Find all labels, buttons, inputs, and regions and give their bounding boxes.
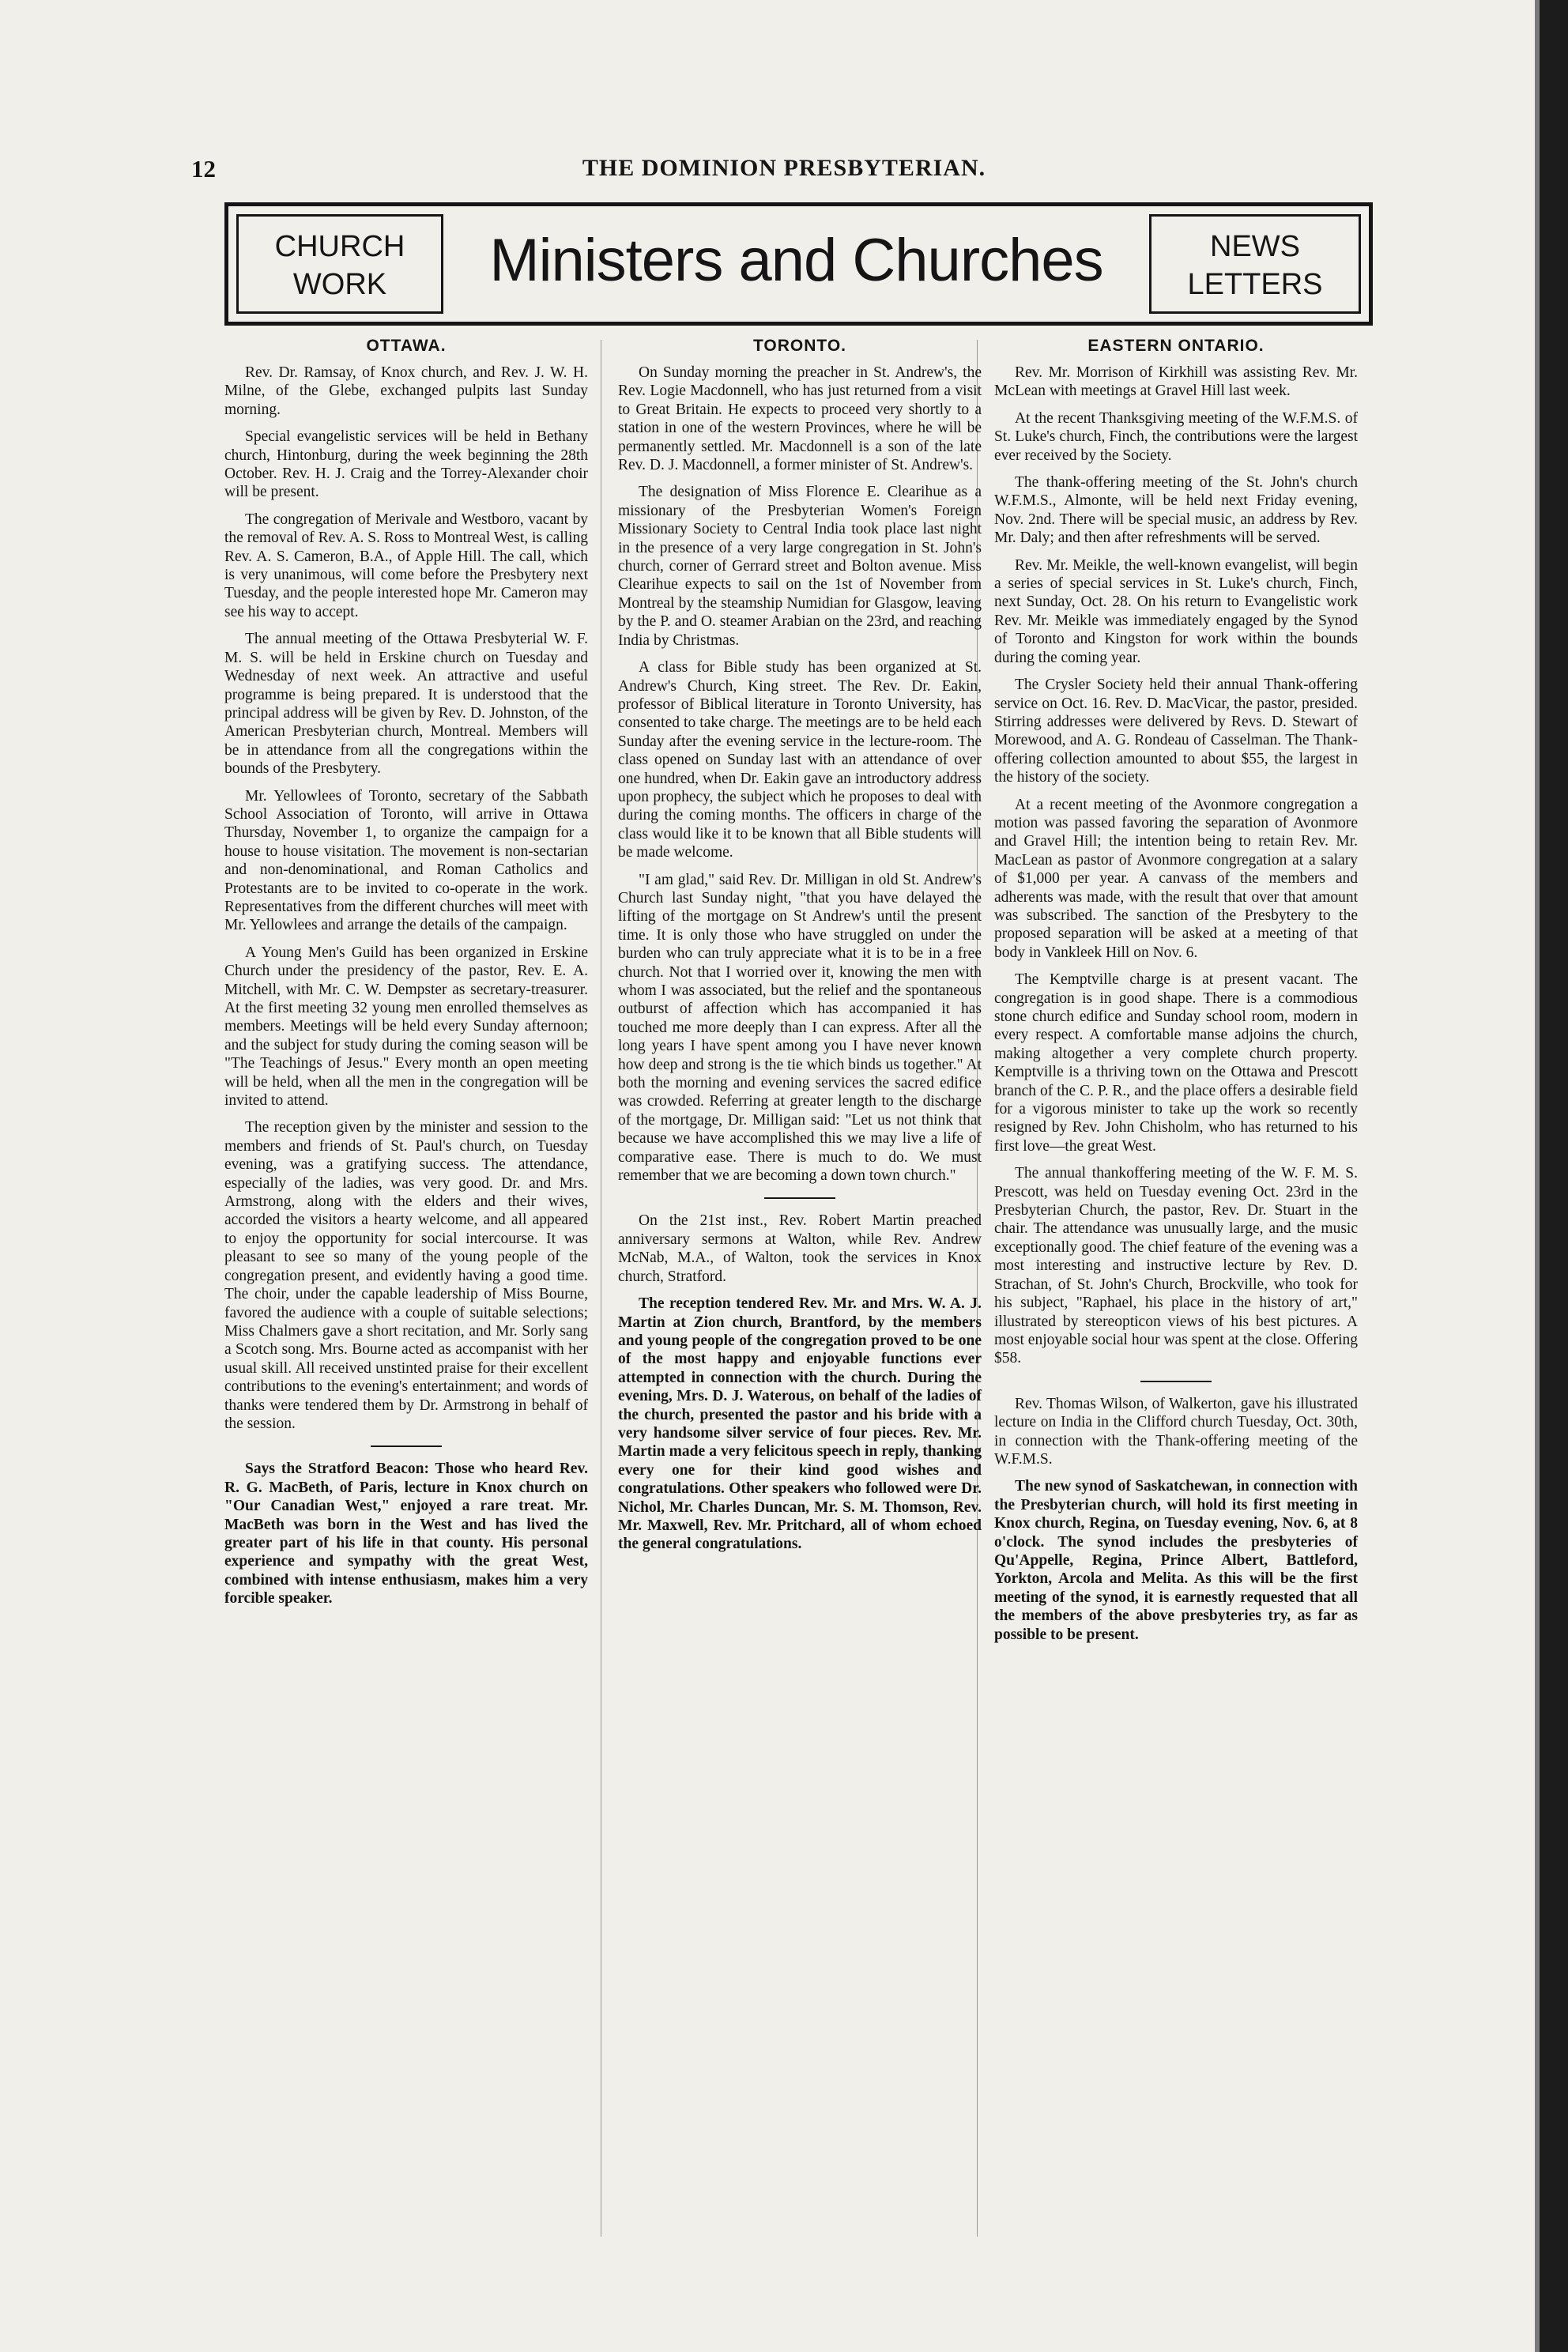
section-rule (371, 1446, 442, 1447)
section-rule (764, 1197, 835, 1199)
column-body (618, 364, 982, 1554)
column-heading: TORONTO. (752, 337, 847, 355)
article-paragraph: The reception tendered Rev. Mr. and Mrs. W. A. J. Martin at Zion church, Brantford, by the members and young people of the congregation proved to be one of the most happy and enjoyable functions ever attempted in connection with the church. During the evening, Mrs. D. J. Waterous, on behalf of the ladies of the church, presented the pastor and his bride with a very handsome silver service of four pieces. Rev. Mr. Martin made a very felicitous speech in reply, thanking every one for their kind good wishes and congratulations. Other speakers who followed were Dr. Nichol, Mr. Charles Duncan, Mr. S. M. Thomson, Rev. Mr. Maxwell, Rev. Mr. Pritchard, all of whom echoed the general congratulations. (618, 1295, 982, 1553)
section-masthead (224, 202, 1373, 326)
article-paragraph: On the 21st inst., Rev. Robert Martin preached anniversary sermons at Walton, while Rev. Andrew McNab, M.A., of Walton, took the services in Knox church, Stratford. (618, 1212, 982, 1285)
column-body (994, 364, 1358, 1644)
article-paragraph: On Sunday morning the preacher in St. Andrew's, the Rev. Logie Macdonnell, who has just returned from a visit to Great Britain. He expects to proceed very shortly to a station in one of the western Provinces, where he will be permanently settled. Mr. Macdonnell is a son of the late Rev. D. J. Macdonnell, a former minister of St. Andrew's. (618, 364, 982, 474)
article-paragraph: The Crysler Society held their annual Thank-offering service on Oct. 16. Rev. D. MacVicar, the pastor, presided. Stirring addresses were delivered by Revs. D. Stewart of Morewood, and A. G. Rondeau of Casselman. The Thank-offering collection amounted to about $55, the largest in the history of the society. (994, 677, 1358, 786)
masthead-right-line1: NEWS (1210, 230, 1300, 263)
column-ottawa (224, 337, 588, 1617)
column-eastern-ontario (994, 337, 1358, 1653)
page-edge-border (1540, 0, 1568, 2352)
article-paragraph: A class for Bible study has been organized at St. Andrew's Church, King street. The Rev. Dr. Eakin, professor of Biblical literature in Toronto University, has consented to take charge. The meetings are to be held each Sunday after the evening service in the lecture-room. The class opened on Sunday last with an attendance of over one hundred, when Dr. Eakin gave an introductory address upon prophecy, the subject which he proposes to deal with during the coming months. The officers in charge of the class would like it to be known that all Bible students will be made welcome. (618, 659, 982, 861)
article-paragraph: Rev. Mr. Morrison of Kirkhill was assisting Rev. Mr. McLean with meetings at Gravel Hill last week. (994, 364, 1358, 400)
masthead-left-box (236, 214, 443, 314)
article-paragraph: The thank-offering meeting of the St. John's church W.F.M.S., Almonte, will be held next Friday evening, Nov. 2nd. There will be special music, an address by Rev. Mr. Daly; and then after refreshments will be served. (994, 474, 1358, 547)
article-paragraph: "I am glad," said Rev. Dr. Milligan in old St. Andrew's Church last Sunday night, "that you have delayed the lifting of the mortgage on St Andrew's until the present time. It is only those who have struggled on under the burden who can truly appreciate what it is to be in a free church. Not that I worried over it, knowing the men with whom I was associated, but the relief and the spontaneous outburst of affection which has accompanied it has touched me more deeply than I can express. After all the long years I have spent among you I have never known how deep and strong is the tie which binds us together." At both the morning and evening services the sacred edifice was crowded. Referring at greater length to the discharge of the mortgage, Dr. Milligan said: "Let us not think that because we have accomplished this we may live a life of comparative ease. There is much to do. We must remember that we are becoming a down town church." (618, 871, 982, 1185)
article-paragraph: At a recent meeting of the Avonmore congregation a motion was passed favoring the separation of Avonmore and Gravel Hill; the intention being to retain Rev. Mr. MacLean as pastor of Avonmore congregation at a salary of $1,000 per year. A canvass of the members and adherents was made, with the result that over that amount was subscribed. The sanction of the Presbytery to the proposed separation will be asked at a meeting of that body in Vankleek Hill on Nov. 6. (994, 796, 1358, 961)
section-rule (1140, 1381, 1212, 1382)
masthead-left-line2: WORK (292, 268, 387, 301)
article-paragraph: The annual thankoffering meeting of the W. F. M. S. Prescott, was held on Tuesday evening Oct. 23rd in the Presbyterian Church, the pastor, Rev. Dr. Stuart in the chair. The attendance was unusually large, and the music exceptionally good. The chief feature of the evening was a most interesting and instructive lecture by Rev. D. Strachan, of St. John's Church, Brockville, who took for his subject, "Raphael, his place in the history of art," illustrated by stereopticon views of his best pictures. A most enjoyable social hour was spent at the close. Offering $58. (994, 1165, 1358, 1367)
article-paragraph: Rev. Dr. Ramsay, of Knox church, and Rev. J. W. H. Milne, of the Glebe, exchanged pulpits last Sunday morning. (224, 364, 588, 418)
column-toronto (618, 337, 982, 1562)
article-paragraph: Says the Stratford Beacon: Those who heard Rev. R. G. MacBeth, of Paris, lecture in Knox church on "Our Canadian West," enjoyed a rare treat. Mr. MacBeth was born in the West and has lived the greater part of his life in that county. His personal experience and sympathy with the great West, combined with intense enthusiasm, makes him a very forcible speaker. (224, 1461, 588, 1608)
article-paragraph: Rev. Thomas Wilson, of Walkerton, gave his illustrated lecture on India in the Clifford church Tuesday, Oct. 30th, in connection with the Thank-offering meeting of the W.F.M.S. (994, 1395, 1358, 1468)
article-paragraph: Rev. Mr. Meikle, the well-known evangelist, will begin a series of special services in St. Luke's church, Finch, next Sunday, Oct. 28. On his return to Evangelistic work Rev. Mr. Meikle was immediately engaged by the Synod of Toronto and Kingston for work within the bounds during the coming year. (994, 556, 1358, 666)
masthead-left-line1: CHURCH (274, 230, 405, 263)
article-paragraph: A Young Men's Guild has been organized in Erskine Church under the presidency of the pastor, Rev. E. A. Mitchell, with Mr. C. W. Dempster as secretary-treasurer. At the first meeting 32 young men enrolled themselves as members. Meetings will be held every Sunday afternoon; and the subject for study during the coming season will be "The Teachings of Jesus." Every month an open meeting will be held, when all the men in the congregation will be invited to attend. (224, 944, 588, 1110)
article-paragraph: Mr. Yellowlees of Toronto, secretary of the Sabbath School Association of Toronto, will arrive in Ottawa Thursday, November 1, to organize the campaign for a house to house visitation. The movement is non-sectarian and non-denominational, and Roman Catholics and Protestants are to be invited to co-operate in the work. Representatives from the different churches will meet with Mr. Yellowlees and arrange the details of the campaign. (224, 787, 588, 934)
article-paragraph: The congregation of Merivale and Westboro, vacant by the removal of Rev. A. S. Ross to Montreal West, is calling Rev. A. S. Cameron, B.A., of Apple Hill. The call, which is very unanimous, will come before the Presbytery next Tuesday, and the people interested hope Mr. Cameron may see his way to accept. (224, 511, 588, 620)
article-paragraph: The new synod of Saskatchewan, in connection with the Presbyterian church, will hold its first meeting in Knox church, Regina, on Tuesday evening, Nov. 6, at 8 o'clock. The synod includes the presbyteries of Qu'Appelle, Regina, Prince Albert, Battleford, Yorkton, Arcola and Melita. As this will be the first meeting of the synod, it is earnestly requested that all the members of the above presbyteries try, as far as possible to be present. (994, 1478, 1358, 1643)
running-header (191, 155, 1377, 187)
journal-title: THE DOMINION PRESBYTERIAN. (582, 155, 986, 181)
column-heading: OTTAWA. (366, 337, 447, 355)
masthead-right-box (1149, 214, 1361, 314)
masthead-right-line2: LETTERS (1187, 268, 1323, 301)
article-paragraph: The designation of Miss Florence E. Clearihue as a missionary of the Presbyterian Women's Foreign Missionary Society to Central India took place last night in the presence of a very large congregation in St. John's church, corner of Gerrard street and Bolton avenue. Miss Clearihue expects to sail on the 1st of November from Montreal by the steamship Numidian for Glasgow, leaving by the P. and O. steamer Arabian on the 23rd, and reaching India by Christmas. (618, 484, 982, 649)
masthead-title: Ministers and Churches (489, 227, 1103, 294)
article-paragraph: The Kemptville charge is at present vacant. The congregation is in good shape. There is a commodious stone church edifice and Sunday school room, modern in every respect. A comfortable manse adjoins the church, making altogether a very complete church property. Kemptville is a thriving town on the Ottawa and Prescott branch of the C. P. R., and the place offers a desirable field for a vigorous minister to take up the work so recently resigned by Rev. John Chisholm, who has returned to his first love—the great West. (994, 971, 1358, 1155)
article-paragraph: The reception given by the minister and session to the members and friends of St. Paul's church, on Tuesday evening, was a gratifying success. The attendance, especially of the ladies, was very good. Dr. and Mrs. Armstrong, along with the elders and their wives, accorded the visitors a hearty welcome, and all appeared to enjoy the opportunity for social intercourse. It was pleasant to see so many of the young people of the congregation present, and evidently having a good time. The choir, under the capable leadership of Miss Bourne, favored the audience with a couple of suitable selections; Miss Chalmers gave a short recitation, and Mr. Sorly sang a Scotch song. Mrs. Bourne acted as accompanist with her usual skill. All received unstinted praise for their excellent contributions to the evening's entertainment; and words of thanks were tendered them by Dr. Armstrong in behalf of the session. (224, 1119, 588, 1432)
column-heading: EASTERN ONTARIO. (1087, 337, 1265, 355)
article-paragraph: The annual meeting of the Ottawa Presbyterial W. F. M. S. will be held in Erskine church on Tuesday and Wednesday of next week. An attractive and useful programme is being prepared. It is understood that the principal address will be given by Rev. D. Johnston, of the American Presbyterian church, Montreal. Members will be in attendance from all the congregations within the bounds of the Presbytery. (224, 631, 588, 778)
column-body (224, 364, 588, 1608)
page-number: 12 (191, 155, 216, 183)
article-paragraph: Special evangelistic services will be held in Bethany church, Hintonburg, during the week beginning the 28th October. Rev. H. J. Craig and the Torrey-Alexander choir will be present. (224, 428, 588, 501)
article-paragraph: At the recent Thanksgiving meeting of the W.F.M.S. of St. Luke's church, Finch, the contributions were the largest ever received by the Society. (994, 409, 1358, 464)
